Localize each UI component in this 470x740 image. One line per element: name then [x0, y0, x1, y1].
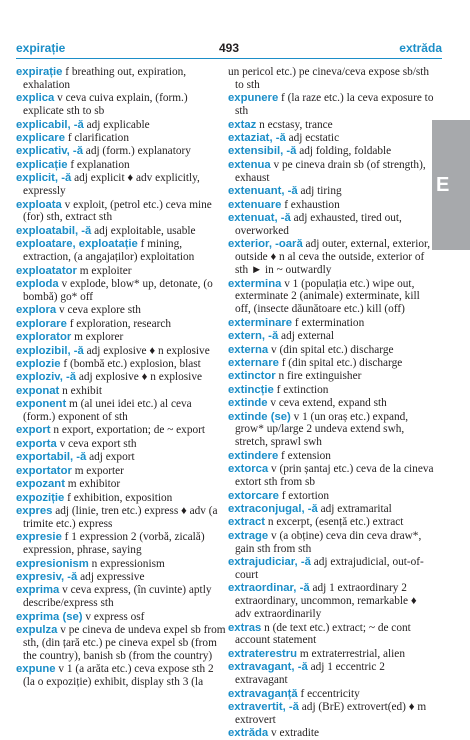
entry-definition: m explorer	[71, 331, 124, 344]
entry-definition: m exhibitor	[64, 478, 121, 491]
dictionary-entry	[16, 172, 226, 198]
entry-definition: adj ecstatic	[285, 132, 340, 145]
entry-definition: v exploit, (petrol etc.) ceva mine (for) sth, extract sth	[23, 198, 212, 224]
dictionary-entry	[228, 556, 434, 582]
entry-headword: extindere	[228, 449, 279, 462]
dictionary-entry	[228, 397, 434, 410]
entry-definition: v (prin șantaj etc.) ceva de la cineva extort sth from sb	[235, 463, 434, 489]
entry-definition: v ceva explore sth	[56, 304, 141, 317]
dictionary-entry	[228, 648, 434, 661]
entry-definition: adj tiring	[297, 185, 342, 198]
entry-definition: f exhaustion	[281, 198, 340, 211]
entry-definition: v 1 (a arăta etc.) ceva expose sth 2 (la o expoziție) exhibit, display sth 3 (la	[23, 663, 214, 689]
entry-headword: extrage	[228, 529, 269, 542]
dictionary-entry	[16, 478, 226, 491]
dictionary-entry	[228, 370, 434, 383]
entry-definition: v extradite	[268, 727, 320, 740]
dictionary-entry	[16, 492, 226, 505]
entry-headword: exporta	[16, 437, 57, 450]
dictionary-entry	[228, 688, 434, 701]
dictionary-entry	[16, 358, 226, 371]
entry-definition: f (bombă etc.) explosion, blast	[60, 357, 201, 370]
entry-definition: adj expressive	[77, 570, 145, 583]
dictionary-entry	[16, 225, 226, 238]
entry-definition: adj 1 extraordinary 2 extraordinary, uncommon, remarkable ♦ adv extraordinarily	[235, 582, 417, 621]
entry-definition: v express osf	[82, 610, 145, 623]
entry-headword: exponent	[16, 398, 67, 411]
entry-definition: adj external	[278, 330, 335, 343]
entry-headword: extenuare	[228, 198, 282, 211]
entry-definition: f explanation	[67, 158, 130, 171]
entry-definition: n (de text etc.) extract; ~ de cont account statement	[235, 621, 411, 647]
dictionary-entry	[228, 516, 434, 529]
dictionary-entry	[228, 92, 434, 118]
dictionary-entry	[228, 490, 434, 503]
entry-headword: expulza	[16, 624, 58, 637]
dictionary-entry	[228, 727, 434, 740]
entry-headword: extract	[228, 516, 266, 529]
entry-headword: expresie	[16, 531, 62, 544]
thumb-index-tab	[432, 120, 470, 250]
page-number: 493	[218, 41, 240, 55]
dictionary-entry	[228, 199, 434, 212]
entry-definition: v pe cineva drain sb (of strength), exhaust	[235, 158, 426, 184]
entry-definition: v (a obține) ceva din ceva draw*, gain sth from sth	[235, 529, 422, 555]
dictionary-entry	[16, 611, 226, 624]
entry-definition: adj exploitable, usable	[91, 224, 196, 237]
dictionary-entry	[16, 345, 226, 358]
dictionary-entry	[228, 450, 434, 463]
entry-definition: v ceva export sth	[56, 437, 137, 450]
entry-headword: explicativ, -ă	[16, 145, 83, 158]
entry-headword: exploatator	[16, 264, 77, 277]
entry-definition: v pe cineva de undeva expel sb from sth, (din țară etc.) pe cineva expel sb (from the country), banish sb (from the country)	[23, 624, 226, 662]
header-rule	[16, 58, 442, 59]
entry-definition: adj 1 eccentric 2 extravagant	[235, 661, 385, 687]
entry-headword: explicație	[16, 158, 68, 171]
dictionary-entry	[228, 357, 434, 370]
dictionary-entry	[228, 119, 434, 132]
entry-headword: extaziat, -ă	[228, 132, 286, 145]
entry-headword: extenuat, -ă	[228, 211, 291, 224]
entry-headword: exploziv, -ă	[16, 371, 77, 384]
dictionary-entry	[16, 159, 226, 172]
dictionary-entry	[228, 701, 434, 727]
entry-definition: adj exhausted, tired out, overworked	[235, 211, 402, 237]
entry-headword: explicit, -ă	[16, 172, 72, 185]
dictionary-entry	[228, 661, 434, 687]
entry-headword: explorare	[16, 317, 67, 330]
entry-headword: externare	[228, 356, 279, 369]
entry-headword: extincție	[228, 383, 274, 396]
dictionary-entry	[228, 330, 434, 343]
entry-headword: exponat	[16, 384, 60, 397]
entry-headword: extinde (se)	[228, 410, 291, 423]
entry-headword: exploda	[16, 278, 59, 290]
dictionary-entry	[16, 145, 226, 158]
entry-definition: v 1 (un oraș etc.) expand, grow* up/large 2 undeva extend swh, stretch, sprawl swh	[235, 410, 409, 449]
dictionary-entry	[16, 371, 226, 384]
dictionary-entry	[228, 622, 434, 648]
entry-headword: extravertit, -ă	[228, 701, 299, 713]
entry-headword: exprima (se)	[16, 610, 83, 623]
entry-definition: m (al unei idei etc.) al ceva (form.) exponent of sth	[23, 398, 192, 424]
entry-headword: expozant	[16, 478, 65, 491]
dictionary-entry	[16, 331, 226, 344]
dictionary-entry	[16, 238, 226, 264]
entry-headword: exploatare, exploatație	[16, 238, 138, 251]
dictionary-entry	[16, 318, 226, 331]
dictionary-entry	[228, 317, 434, 330]
entry-definition: n fire extinguisher	[275, 370, 362, 383]
entry-headword: extermina	[228, 277, 282, 290]
entry-headword: extrajudiciar, -ă	[228, 556, 311, 569]
entry-headword: expunere	[228, 92, 279, 105]
dictionary-entry	[16, 531, 226, 557]
entry-definition: f extension	[278, 449, 331, 462]
dictionary-entry	[16, 199, 226, 225]
entry-headword: extraconjugal, -ă	[228, 502, 318, 515]
entry-headword: extraordinar, -ă	[228, 582, 310, 595]
entry-definition: v ceva cuiva explain, (form.) explicate sth to sb	[23, 92, 188, 118]
dictionary-entry	[228, 238, 434, 277]
entry-definition: adj explicit ♦ adv explicitly, expressly	[23, 172, 200, 198]
entry-definition: un pericol etc.) pe cineva/ceva expose sb/sth to sth	[228, 66, 430, 91]
entry-definition: adj explosive ♦ n explosive	[76, 371, 202, 384]
entry-definition: f (din spital etc.) discharge	[278, 356, 403, 369]
entry-headword: extravaganță	[228, 687, 298, 700]
entry-definition: n exhibit	[59, 384, 102, 397]
dictionary-entry	[16, 663, 226, 689]
dictionary-entry	[16, 438, 226, 451]
entry-definition: adj outer, external, exterior, outside ♦ n al ceva the outside, exterior of sth ► in ~ outwardly	[235, 238, 431, 277]
entry-headword: exportabil, -ă	[16, 451, 87, 464]
entry-headword: extorca	[228, 463, 269, 476]
left-guide-word: expirație	[16, 41, 66, 55]
entry-definition: n expressionism	[88, 557, 165, 570]
dictionary-entry	[228, 463, 434, 489]
dictionary-entry	[228, 212, 434, 238]
right-column	[228, 66, 434, 740]
entry-definition: f (la raze etc.) la ceva exposure to sth	[235, 92, 434, 118]
dictionary-entry	[16, 385, 226, 398]
dictionary-entry	[16, 304, 226, 317]
entry-definition: adj extrajudicial, out-of-court	[235, 556, 424, 581]
dictionary-entry	[16, 624, 226, 663]
entry-headword: expres	[16, 504, 53, 517]
entry-headword: exportator	[16, 464, 72, 477]
entry-headword: extern, -ă	[228, 330, 279, 343]
dictionary-entry	[16, 558, 226, 571]
entry-definition: v ceva extend, expand sth	[267, 397, 387, 410]
entry-definition: m exploiter	[76, 264, 132, 277]
dictionary-entry	[16, 571, 226, 584]
dictionary-entry	[228, 159, 434, 185]
entry-definition: n export, exportation; de ~ export	[50, 424, 206, 437]
entry-headword: exprima	[16, 584, 60, 597]
entry-headword: explicabil, -ă	[16, 118, 84, 131]
entry-definition: f extortion	[278, 489, 330, 502]
dictionary-entry	[228, 132, 434, 145]
entry-headword: externa	[228, 343, 269, 356]
dictionary-entry	[16, 451, 226, 464]
entry-definition: m extraterrestrial, alien	[297, 647, 405, 660]
entry-headword: extorcare	[228, 489, 279, 502]
entry-headword: extravagant, -ă	[228, 661, 308, 674]
entry-definition: f exploration, research	[66, 317, 172, 330]
right-guide-word: extrăda	[399, 41, 442, 55]
entry-headword: explozibil, -ă	[16, 344, 84, 357]
entry-definition: adj export	[86, 451, 135, 464]
entry-headword: explica	[16, 92, 55, 105]
entry-definition: f extinction	[273, 383, 329, 396]
entry-definition: f mining, extraction, (a angajaților) exploitation	[23, 238, 195, 264]
entry-definition: adj (BrE) extrovert(ed) ♦ m extrovert	[235, 701, 427, 726]
entry-headword: extrăda	[228, 727, 269, 740]
dictionary-entry	[228, 278, 434, 317]
entry-headword: exterminare	[228, 316, 293, 329]
entry-definition: f 1 expression 2 (vorbă, zicală) expression, phrase, saying	[23, 531, 205, 557]
entry-definition: v (din spital etc.) discharge	[268, 343, 394, 356]
entry-definition: f eccentricity	[297, 687, 360, 700]
entry-definition: f breathing out, expiration, exhalation	[23, 66, 187, 91]
entry-definition: v ceva express, (în cuvinte) aptly describe/express sth	[23, 584, 212, 610]
dictionary-entry	[16, 92, 226, 118]
entry-definition: adj (form.) explanatory	[82, 145, 191, 158]
dictionary-entry	[16, 132, 226, 145]
entry-definition: f exhibition, exposition	[64, 491, 173, 504]
entry-headword: exploatabil, -ă	[16, 224, 92, 237]
entry-headword: expoziție	[16, 491, 65, 504]
entry-headword: extenuant, -ă	[228, 185, 298, 198]
dictionary-entry	[16, 465, 226, 478]
entry-definition: f extermination	[292, 316, 365, 329]
dictionary-entry	[16, 505, 226, 531]
entry-definition: v explode, blow* up, detonate, (o bombă) go* off	[23, 278, 213, 303]
entry-definition: adj folding, foldable	[296, 145, 392, 158]
entry-headword: extinde	[228, 397, 268, 410]
entry-headword: extinctor	[228, 370, 276, 383]
dictionary-entry	[228, 145, 434, 158]
entry-headword: expresionism	[16, 557, 89, 570]
dictionary-entry	[228, 185, 434, 198]
dictionary-entry	[228, 582, 434, 621]
entry-headword: extenua	[228, 158, 271, 171]
dictionary-entry	[228, 503, 434, 516]
dictionary-entry	[228, 66, 434, 92]
dictionary-entry	[16, 584, 226, 610]
dictionary-entry	[16, 278, 226, 304]
dictionary-entry	[16, 424, 226, 437]
entry-headword: expune	[16, 663, 56, 676]
entry-definition: adj explosive ♦ n explosive	[83, 344, 210, 357]
running-header	[16, 41, 442, 57]
left-column	[16, 66, 226, 690]
entry-definition: m exporter	[71, 464, 124, 477]
entry-headword: explorator	[16, 331, 72, 344]
dictionary-entry	[228, 344, 434, 357]
entry-headword: expresiv, -ă	[16, 570, 78, 583]
thumb-index-letter: E	[436, 174, 450, 196]
entry-headword: extensibil, -ă	[228, 145, 297, 158]
dictionary-entry	[228, 530, 434, 556]
entry-headword: extraterestru	[228, 647, 298, 660]
entry-definition: f clarification	[65, 132, 129, 145]
entry-definition: adj extramarital	[317, 502, 392, 515]
entry-definition: adj explicable	[83, 118, 150, 131]
entry-definition: v 1 (populația etc.) wipe out, exterminate 2 (animale) exterminate, kill off, (insecte dăunătoare etc.) kill (off)	[235, 277, 420, 316]
dictionary-entry	[16, 398, 226, 424]
entry-definition: n excerpt, (esență etc.) extract	[265, 516, 404, 529]
entry-headword: explicare	[16, 132, 65, 145]
entry-definition: n ecstasy, trance	[256, 118, 333, 131]
dictionary-entry	[16, 265, 226, 278]
entry-headword: explora	[16, 304, 57, 317]
entry-headword: explozie	[16, 357, 61, 370]
dictionary-entry	[228, 384, 434, 397]
entry-headword: export	[16, 424, 51, 437]
entry-headword: extras	[228, 621, 262, 634]
entry-headword: exploata	[16, 198, 62, 211]
dictionary-entry	[16, 119, 226, 132]
entry-headword: exterior, -oară	[228, 238, 303, 251]
dictionary-entry	[16, 66, 226, 92]
entry-definition: adj (linie, tren etc.) express ♦ adv (a trimite etc.) express	[23, 504, 218, 530]
entry-headword: extaz	[228, 118, 257, 131]
dictionary-entry	[228, 411, 434, 450]
entry-headword: expirație	[16, 66, 63, 78]
